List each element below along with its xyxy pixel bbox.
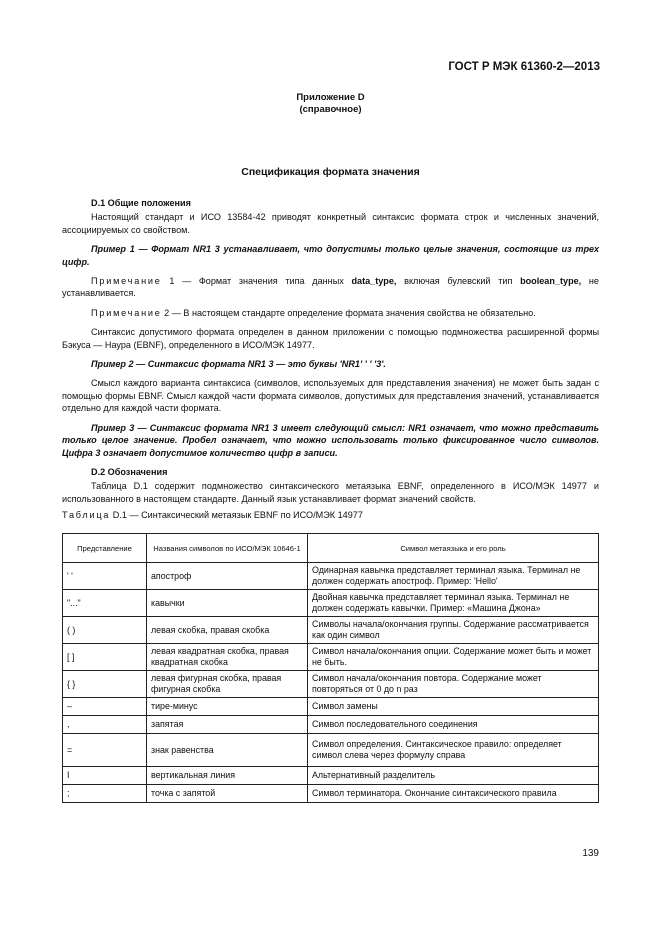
paragraph: Синтаксис допустимого формата определен в данном приложении с помощью подмножества расширенной формы Бэкуса — Наура (EBNF), определенного в ИСО/МЭК 14977. <box>62 327 599 350</box>
note-label: Примечание <box>91 307 162 318</box>
table-row <box>63 617 599 644</box>
table-row <box>63 563 599 590</box>
symbol-name-cell: кавычки <box>147 590 308 617</box>
table-row <box>63 785 599 803</box>
role-cell: Символ терминатора. Окончание синтаксического правила <box>308 785 599 803</box>
symbol-name-cell: левая скобка, правая скобка <box>147 617 308 644</box>
symbol-name-cell: вертикальная линия <box>147 767 308 785</box>
table-caption: Таблица D.1 — Синтаксический метаязык EBNF по ИСО/МЭК 14977 <box>62 510 363 520</box>
symbol-name-cell: запятая <box>147 716 308 734</box>
table-header-row <box>63 534 599 563</box>
example-1: Пример 1 — Формат NR1 3 устанавливает, что допустимы только целые значения, состоящие из трех цифр. <box>62 244 599 267</box>
page-title: Спецификация формата значения <box>241 166 420 178</box>
table-row <box>63 644 599 671</box>
page-number: 139 <box>582 848 599 859</box>
document-id: ГОСТ Р МЭК 61360-2—2013 <box>448 61 600 73</box>
note-label: Примечание <box>91 276 162 287</box>
section-heading-d2: D.2 Обозначения <box>91 466 168 477</box>
symbol-name-cell: левая фигурная скобка, правая фигурная скобка <box>147 671 308 698</box>
representation-cell: ' ' <box>63 563 147 590</box>
representation-cell: – <box>63 698 147 716</box>
role-cell: Альтернативный разделитель <box>308 767 599 785</box>
role-cell: Двойная кавычка представляет терминал языка. Терминал не должен содержать кавычки. Пример: «Машина Джона» <box>308 590 599 617</box>
role-cell: Символы начала/окончания группы. Содержание рассматривается как один символ <box>308 617 599 644</box>
representation-cell: = <box>63 734 147 767</box>
symbol-name-cell: тире-минус <box>147 698 308 716</box>
role-cell: Символ замены <box>308 698 599 716</box>
annex-label: Приложение D <box>296 92 365 103</box>
symbol-name-cell: точка с запятой <box>147 785 308 803</box>
body-text <box>62 197 599 512</box>
representation-cell: , <box>63 716 147 734</box>
note-1: Примечание 1 — Формат значения типа данных data_type, включая булевский тип boolean_type, не устанавливается. <box>62 276 599 299</box>
role-cell: Символ определения. Синтаксическое правило: определяет символ слева через формулу справа <box>308 734 599 767</box>
table-row <box>63 671 599 698</box>
annex-type: (справочное) <box>299 104 362 115</box>
paragraph: Смысл каждого варианта синтаксиса (символов, используемых для представления значения) не может быть задан с помощью формы EBNF. Смысл каждой части формата символов, допустимых для представления значений, устанавливается отдельно для каждой части формата. <box>62 378 599 414</box>
column-header: Названия символов по ИСО/МЭК 10646-1 <box>147 534 308 563</box>
role-cell: Символ начала/окончания опции. Содержание может быть и может не быть. <box>308 644 599 671</box>
role-cell: Одинарная кавычка представляет терминал языка. Терминал не должен содержать апостроф. Пример: 'Hello' <box>308 563 599 590</box>
annex-heading <box>0 92 661 116</box>
role-cell: Символ начала/окончания повтора. Содержание может повторяться от 0 до n раз <box>308 671 599 698</box>
column-header: Символ метаязыка и его роль <box>308 534 599 563</box>
representation-cell: { } <box>63 671 147 698</box>
representation-cell: ( ) <box>63 617 147 644</box>
example-2: Пример 2 — Синтаксис формата NR1 3 — это буквы 'NR1' ' ' '3'. <box>91 359 386 370</box>
representation-cell: ; <box>63 785 147 803</box>
role-cell: Символ последовательного соединения <box>308 716 599 734</box>
symbol-name-cell: знак равенства <box>147 734 308 767</box>
example-3: Пример 3 — Синтаксис формата NR1 3 имеет следующий смысл: NR1 означает, что можно представить только целое значение. Пробел означает, что можно использовать только фиксированное число символов. Цифра 3 означает допустимое количество цифр в записи. <box>62 422 599 458</box>
column-header: Представление <box>63 534 147 563</box>
ebnf-table <box>62 533 599 803</box>
representation-cell: I <box>63 767 147 785</box>
paragraph: Таблица D.1 содержит подмножество синтаксического метаязыка EBNF, определенного в ИСО/МЭК 14977 и использованного в настоящем стандарте. Данный язык устанавливает формат значений свойств. <box>62 481 599 504</box>
section-heading-d1: D.1 Общие положения <box>91 198 191 208</box>
representation-cell: [ ] <box>63 644 147 671</box>
table-row <box>63 734 599 767</box>
note-2: Примечание 2 — В настоящем стандарте определение формата значения свойства не обязательно. <box>91 307 536 318</box>
representation-cell: "..." <box>63 590 147 617</box>
symbol-name-cell: апостроф <box>147 563 308 590</box>
table-row <box>63 590 599 617</box>
table-row <box>63 716 599 734</box>
table-row <box>63 767 599 785</box>
symbol-name-cell: левая квадратная скобка, правая квадратная скобка <box>147 644 308 671</box>
table-row <box>63 698 599 716</box>
paragraph: Настоящий стандарт и ИСО 13584-42 приводят конкретный синтаксис формата строк и численных значений, ассоциируемых со свойством. <box>62 212 599 235</box>
